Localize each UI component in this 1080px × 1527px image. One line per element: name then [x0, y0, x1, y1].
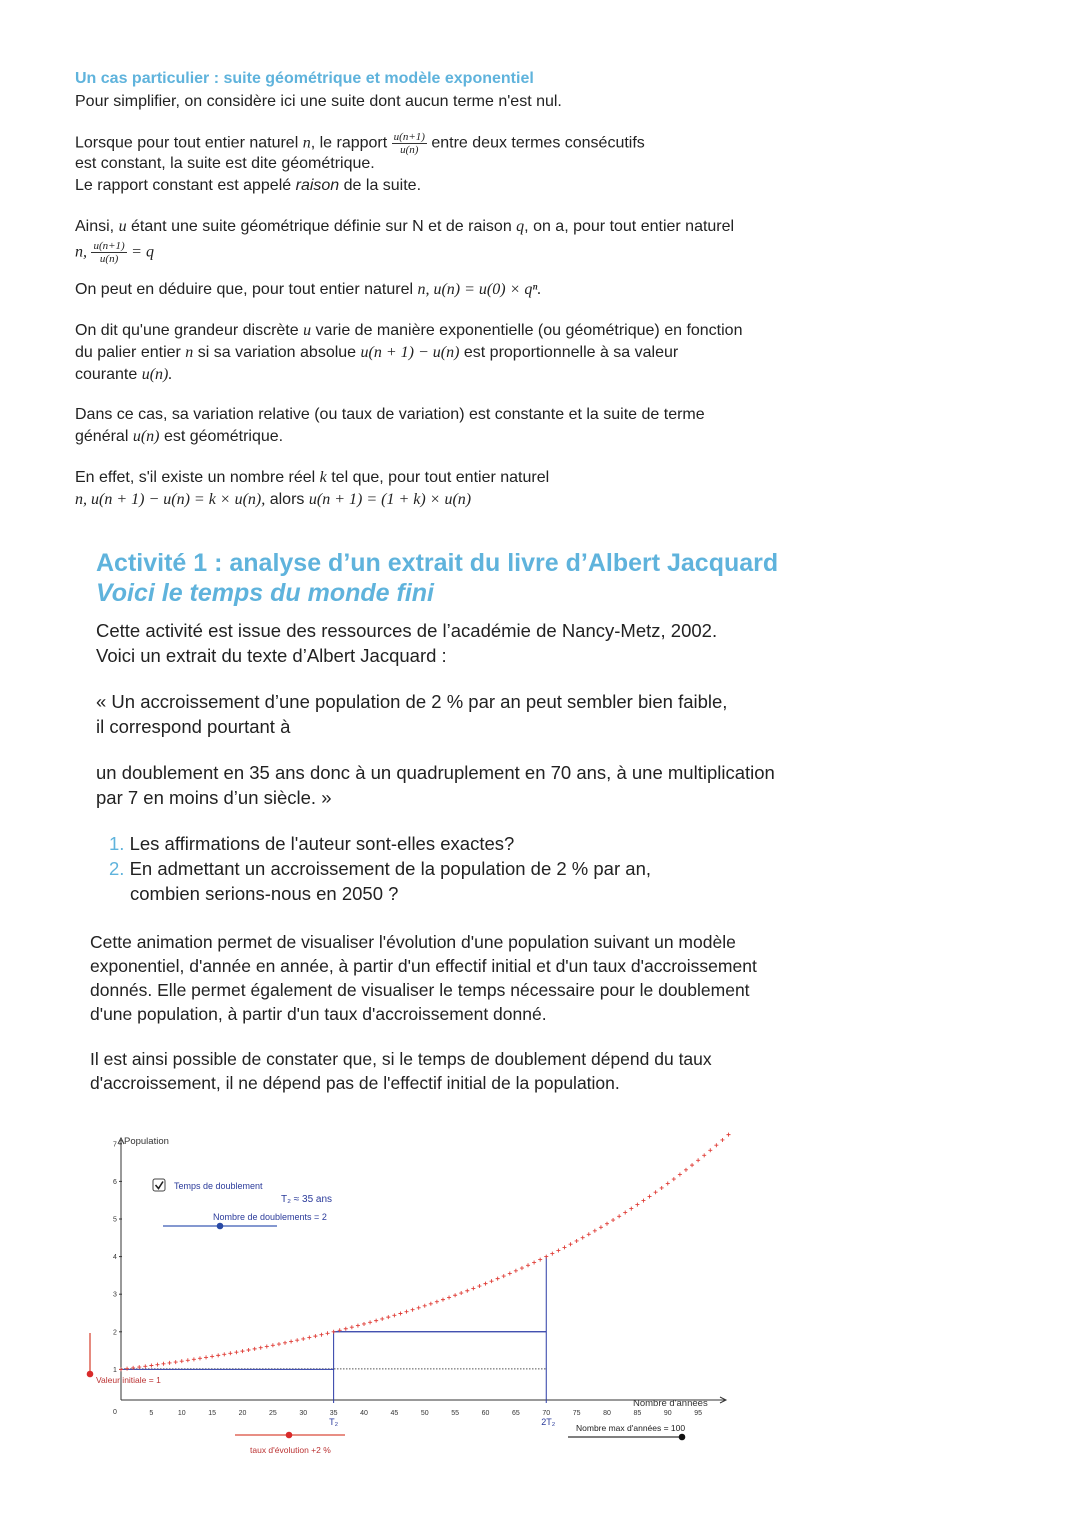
data-point: [356, 1324, 360, 1328]
question-number: 2.: [109, 858, 125, 879]
data-point: [502, 1274, 506, 1278]
data-point: [459, 1291, 463, 1295]
y-tick-label: 4: [113, 1254, 117, 1262]
data-point: [660, 1186, 664, 1190]
text: , le rapport: [310, 134, 388, 152]
data-point: [611, 1218, 615, 1222]
paragraph-1: Pour simplifier, on considère ici une suite dont aucun terme n'est nul.: [75, 93, 562, 110]
text: varie de manière exponentielle (ou géométrique) en fonction: [315, 322, 743, 339]
activity-subtitle: Voici le temps du monde fini: [96, 579, 435, 607]
text: , on a, pour tout entier naturel: [524, 218, 735, 235]
x-tick-label: 5: [149, 1410, 154, 1417]
fraction-numerator: u(n+1): [393, 131, 425, 143]
activity-intro-1: Cette activité est issue des ressources de l’académie de Nancy-Metz, 2002.: [96, 620, 718, 641]
data-point: [562, 1245, 566, 1249]
emphasis: raison: [295, 177, 340, 194]
text: Lorsque pour tout entier naturel: [75, 134, 299, 152]
data-point: [666, 1182, 670, 1186]
math-u: u: [303, 322, 312, 339]
activity-title: Activité 1 : analyse d’un extrait du livre d’Albert Jacquard: [96, 549, 779, 577]
y-tick-label: 3: [113, 1291, 117, 1299]
y-tick-label: 1: [113, 1366, 117, 1374]
data-point: [265, 1345, 269, 1349]
data-point: [641, 1199, 645, 1203]
data-point: [550, 1252, 554, 1256]
data-point: [477, 1284, 481, 1288]
data-point: [635, 1203, 639, 1207]
data-point: [204, 1355, 208, 1359]
data-point: [295, 1338, 299, 1342]
data-point: [162, 1362, 166, 1366]
data-point: [708, 1148, 712, 1152]
text: Ainsi,: [75, 218, 115, 235]
checkbox-label: Temps de doublement: [174, 1181, 263, 1191]
question-text: Les affirmations de l'auteur sont-elles exactes?: [129, 833, 515, 854]
chart-dynamic: [113, 1133, 731, 1427]
data-point: [289, 1340, 293, 1344]
doubling-tick-label: T₂: [329, 1417, 339, 1427]
y-tick-label: 6: [113, 1178, 117, 1186]
text: tel que, pour tout entier naturel: [331, 469, 550, 486]
data-point: [538, 1258, 542, 1262]
x-tick-label: 75: [572, 1410, 581, 1417]
origin-label: 0: [113, 1409, 117, 1416]
text: alors: [269, 491, 305, 508]
text: Le rapport constant est appelé: [75, 177, 292, 194]
data-point: [247, 1348, 251, 1352]
text: est géométrique.: [163, 428, 284, 445]
data-point: [319, 1333, 323, 1337]
text: courante: [75, 366, 138, 383]
data-point: [253, 1347, 257, 1351]
text: de la suite.: [343, 177, 422, 194]
x-tick-label: 35: [329, 1410, 338, 1417]
math-n: n: [185, 344, 194, 361]
max-years-slider-handle[interactable]: [679, 1434, 686, 1441]
data-point: [313, 1334, 317, 1338]
data-point: [216, 1353, 220, 1357]
animation-text-2: exponentiel, d'année en année, à partir d'un effectif initial et d'un taux d'accroissement: [90, 956, 757, 976]
data-point: [192, 1357, 196, 1361]
data-point: [119, 1367, 123, 1371]
x-tick-label: 70: [542, 1410, 551, 1417]
section-title: Un cas particulier : suite géométrique et modèle exponentiel: [75, 70, 534, 87]
data-point: [143, 1364, 147, 1368]
text: On peut en déduire que, pour tout entier naturel: [75, 281, 414, 298]
chart-static: [87, 1136, 726, 1455]
data-point: [362, 1322, 366, 1326]
text: du palier entier: [75, 344, 181, 361]
x-tick-label: 65: [511, 1410, 520, 1417]
quote-line-3: un doublement en 35 ans donc à un quadruplement en 70 ans, à une multiplication: [96, 762, 775, 783]
data-point: [629, 1207, 633, 1211]
x-axis-label: Nombre d'années: [633, 1398, 708, 1409]
data-point: [210, 1354, 214, 1358]
data-point: [228, 1351, 232, 1355]
data-point: [484, 1282, 488, 1286]
data-point: [453, 1293, 457, 1297]
text: général: [75, 428, 129, 445]
data-point: [374, 1319, 378, 1323]
x-tick-label: 90: [663, 1410, 672, 1417]
math-n: n,: [75, 243, 87, 261]
question-number: 1.: [109, 833, 125, 854]
data-point: [417, 1306, 421, 1310]
y-axis-label: Population: [124, 1136, 169, 1147]
data-point: [514, 1269, 518, 1273]
data-point: [623, 1210, 627, 1214]
data-point: [332, 1330, 336, 1334]
data-point: [581, 1236, 585, 1240]
doubling-time-formula: T₂ ≈ 35 ans: [281, 1194, 333, 1205]
data-point: [702, 1153, 706, 1157]
data-point: [587, 1232, 591, 1236]
question-text: En admettant un accroissement de la population de 2 % par an,: [129, 858, 651, 879]
data-point: [149, 1363, 153, 1367]
data-point: [277, 1342, 281, 1346]
double-doubling-tick-label: 2T₂: [541, 1417, 556, 1427]
data-point: [155, 1363, 159, 1367]
math-u: u: [118, 218, 127, 235]
math-n: n: [302, 134, 311, 152]
fraction-denominator: u(n): [99, 253, 119, 265]
data-point: [532, 1260, 536, 1264]
data-point: [471, 1286, 475, 1290]
data-point: [544, 1255, 548, 1259]
data-point: [283, 1341, 287, 1345]
data-point: [411, 1308, 415, 1312]
text: est proportionnelle à sa valeur: [463, 344, 679, 361]
text: étant une suite géométrique définie sur N et de raison: [131, 218, 512, 235]
conclusion-text-2: d'accroissement, il ne dépend pas de l'effectif initial de la population.: [90, 1073, 620, 1093]
x-tick-label: 55: [451, 1410, 460, 1417]
initial-value-label: Valeur initiale = 1: [96, 1375, 161, 1385]
text: En effet, s'il existe un nombre réel: [75, 469, 316, 486]
data-point: [556, 1249, 560, 1253]
data-point: [720, 1138, 724, 1142]
x-tick-label: 10: [177, 1410, 186, 1417]
math-variation: u(n + 1) − u(n): [360, 344, 460, 361]
x-tick-label: 50: [420, 1410, 429, 1417]
data-point: [520, 1266, 524, 1270]
x-tick-label: 80: [603, 1410, 611, 1417]
x-tick-label: 95: [694, 1410, 703, 1417]
text: On dit qu'une grandeur discrète: [75, 322, 299, 339]
y-tick-label: 2: [113, 1329, 117, 1337]
fraction-numerator: u(n+1): [93, 240, 125, 252]
data-point: [496, 1277, 500, 1281]
x-tick-label: 45: [390, 1410, 399, 1417]
math-formula-2: u(n + 1) = (1 + k) × u(n): [308, 491, 472, 508]
activity-intro-2: Voici un extrait du texte d’Albert Jacquard :: [96, 645, 447, 666]
data-point: [423, 1304, 427, 1308]
data-point: [465, 1289, 469, 1293]
data-point: [234, 1350, 238, 1354]
data-point: [678, 1173, 682, 1177]
math-formula: n, u(n) = u(0) × qⁿ.: [417, 281, 542, 298]
data-point: [137, 1365, 141, 1369]
x-tick-label: 30: [299, 1410, 308, 1417]
math-q: q: [516, 218, 525, 235]
data-point: [429, 1302, 433, 1306]
data-point: [271, 1343, 275, 1347]
data-point: [405, 1310, 409, 1314]
data-point: [599, 1225, 603, 1229]
paragraph-2-line-2: est constant, la suite est dite géométrique.: [75, 155, 375, 172]
x-tick-label: 25: [268, 1410, 277, 1417]
data-point: [526, 1263, 530, 1267]
data-point: [490, 1279, 494, 1283]
data-point: [593, 1229, 597, 1233]
data-point: [326, 1331, 330, 1335]
data-point: [392, 1313, 396, 1317]
math-un: u(n).: [141, 366, 173, 383]
quote-line-2: il correspond pourtant à: [96, 716, 291, 737]
doublings-slider-handle[interactable]: [217, 1223, 224, 1230]
conclusion-text-1: Il est ainsi possible de constater que, si le temps de doublement dépend du taux: [90, 1049, 712, 1069]
text: si sa variation absolue: [197, 344, 357, 361]
data-point: [368, 1320, 372, 1324]
data-point: [605, 1222, 609, 1226]
x-tick-label: 60: [481, 1410, 490, 1417]
data-point: [727, 1133, 731, 1137]
y-tick-label: 7: [113, 1141, 117, 1149]
data-point: [241, 1349, 245, 1353]
rate-label: taux d'évolution +2 %: [250, 1445, 331, 1455]
data-point: [617, 1214, 621, 1218]
data-point: [575, 1239, 579, 1243]
animation-text-3: donnés. Elle permet également de visualiser le temps nécessaire pour le doublement: [90, 980, 750, 1000]
animation-text-4: d'une population, à partir d'un taux d'accroissement donné.: [90, 1004, 547, 1024]
max-years-label: Nombre max d'années = 100: [576, 1423, 686, 1433]
rate-slider-handle[interactable]: [286, 1432, 293, 1439]
data-point: [435, 1300, 439, 1304]
data-point: [380, 1317, 384, 1321]
data-point: [168, 1361, 172, 1365]
data-point: [198, 1356, 202, 1360]
data-point: [344, 1327, 348, 1331]
math-un: u(n): [132, 428, 160, 445]
x-tick-label: 15: [208, 1410, 217, 1417]
data-point: [301, 1337, 305, 1341]
data-point: [672, 1177, 676, 1181]
data-point: [508, 1271, 512, 1275]
x-tick-label: 85: [633, 1410, 642, 1417]
y-tick-label: 5: [113, 1216, 117, 1224]
data-point: [125, 1367, 129, 1371]
quote-line-1: « Un accroissement d’une population de 2 % par an peut sembler bien faible,: [96, 691, 728, 712]
data-point: [690, 1163, 694, 1167]
doublings-label: Nombre de doublements = 2: [213, 1212, 327, 1222]
data-point: [696, 1158, 700, 1162]
animation-text-1: Cette animation permet de visualiser l'évolution d'une population suivant un modèle: [90, 932, 736, 952]
text: entre deux termes consécutifs: [431, 134, 645, 152]
data-point: [398, 1311, 402, 1315]
x-tick-label: 20: [238, 1410, 247, 1417]
data-point: [180, 1359, 184, 1363]
paragraph-6-line-1: Dans ce cas, sa variation relative (ou taux de variation) est constante et la suite de terme: [75, 406, 705, 423]
data-point: [714, 1143, 718, 1147]
data-point: [350, 1325, 354, 1329]
data-point: [174, 1360, 178, 1364]
data-point: [222, 1352, 226, 1356]
data-point: [386, 1315, 390, 1319]
data-point: [307, 1336, 311, 1340]
math-equals-q: = q: [131, 243, 154, 261]
data-point: [684, 1168, 688, 1172]
initial-value-slider-handle[interactable]: [87, 1371, 94, 1378]
data-point: [441, 1298, 445, 1302]
data-point: [648, 1194, 652, 1198]
data-point: [569, 1242, 573, 1246]
data-point: [186, 1358, 190, 1362]
math-formula-1: n, u(n + 1) − u(n) = k × u(n),: [75, 491, 266, 508]
fraction-denominator: u(n): [400, 144, 419, 156]
question-2-continued: combien serions-nous en 2050 ?: [130, 883, 399, 904]
x-tick-label: 40: [360, 1410, 368, 1417]
data-point: [654, 1190, 658, 1194]
math-k: k: [319, 469, 327, 486]
data-point: [447, 1295, 451, 1299]
data-point: [259, 1346, 263, 1350]
quote-line-4: par 7 en moins d’un siècle. »: [96, 787, 332, 808]
